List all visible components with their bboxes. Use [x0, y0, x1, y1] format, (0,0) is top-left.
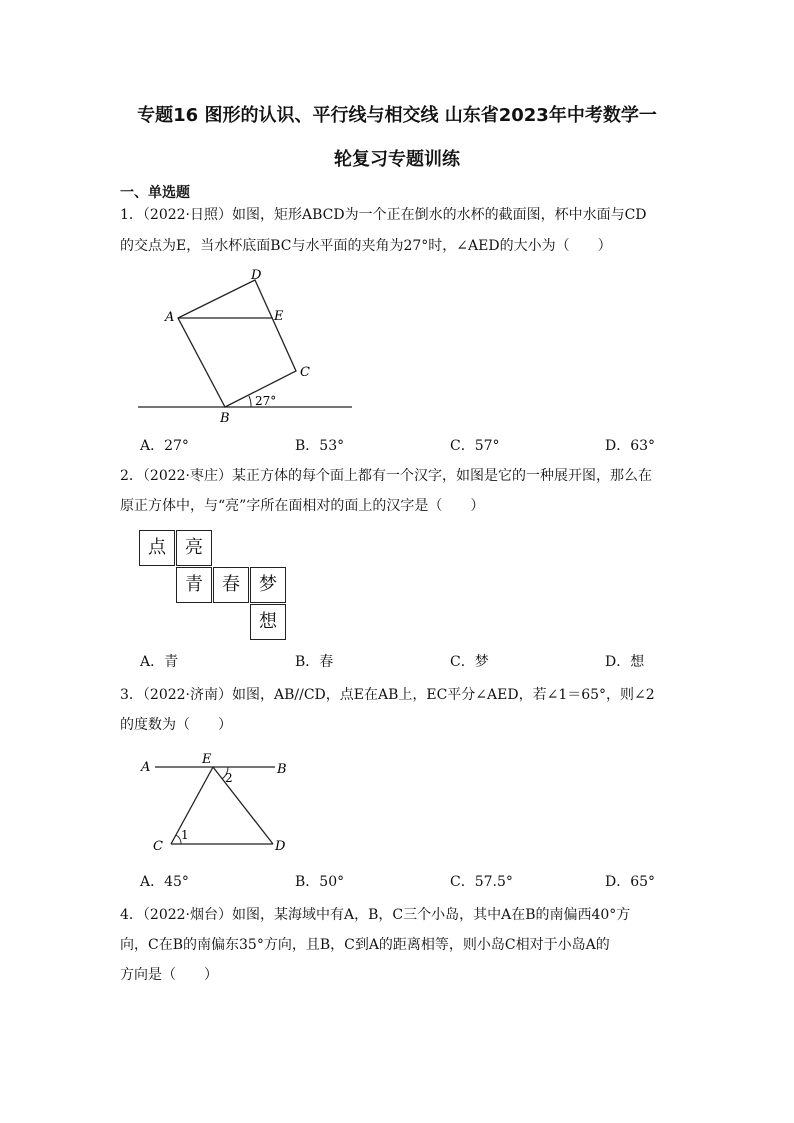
q1-text-line2: 的交点为E，当水杯底面BC与水平面的夹角为27°时，∠AED的大小为（ ） [120, 238, 612, 254]
q1-text-line1: 1．（2022·日照）如图，矩形ABCD为一个正在倒水的水杯的截面图，杯中水面与CD [120, 207, 647, 223]
q2-cell: 点 [139, 530, 175, 566]
q4-text-line2: 向，C在B的南偏东35°方向，且B，C到A的距离相等，则小岛C相对于小岛A的 [120, 937, 610, 953]
q1-option-c[interactable]: C．57° [450, 438, 500, 454]
q3-label-2: 2 [225, 771, 233, 785]
q4-text-line3: 方向是（ ） [120, 967, 218, 983]
q2-option-c[interactable]: C．梦 [450, 654, 489, 670]
q1-label-angle: 27° [255, 394, 277, 408]
q4-text-line1: 4．（2022·烟台）如图，某海域中有A，B，C三个小岛，其中A在B的南偏西40°方 [120, 907, 631, 923]
page-title-line1: 专题16 图形的认识、平行线与相交线 山东省2023年中考数学一 [137, 105, 657, 126]
q1-label-a: A [165, 310, 175, 325]
section-heading: 一、单选题 [120, 185, 190, 201]
q2-option-a[interactable]: A．青 [140, 654, 179, 670]
q3-label-1: 1 [181, 828, 189, 842]
q3-text-line1: 3．（2022·济南）如图，AB//CD，点E在AB上，EC平分∠AED，若∠1＝65°，则∠2 [120, 687, 655, 703]
q2-text-line1: 2．（2022·枣庄）某正方体的每个面上都有一个汉字，如图是它的一种展开图，那么在 [120, 468, 652, 484]
q2-cell: 青 [176, 567, 212, 603]
q2-option-d[interactable]: D．想 [605, 654, 645, 670]
q3-label-c: C [153, 839, 163, 854]
q3-label-d: D [275, 839, 286, 854]
q2-option-b[interactable]: B．春 [295, 654, 334, 670]
q3-option-b[interactable]: B．50° [295, 874, 345, 890]
q3-label-e: E [202, 752, 212, 767]
q1-option-b[interactable]: B．53° [295, 438, 345, 454]
q1-label-d: D [251, 268, 262, 283]
q3-label-b: B [277, 762, 287, 777]
q1-label-b: B [220, 411, 230, 426]
q3-option-a[interactable]: A．45° [140, 874, 189, 890]
q1-option-a[interactable]: A．27° [140, 438, 189, 454]
q1-option-d[interactable]: D．63° [605, 438, 656, 454]
q1-label-c: C [300, 365, 310, 380]
q3-segment-ec [171, 767, 213, 844]
q1-label-e: E [274, 309, 284, 324]
q2-text-line2: 原正方体中，与“亮”字所在面相对的面上的汉字是（ ） [120, 498, 485, 514]
q2-cell: 春 [213, 567, 249, 603]
q1-rectangle [178, 280, 296, 407]
q2-cell: 亮 [176, 530, 212, 566]
q3-option-d[interactable]: D．65° [605, 874, 656, 890]
page-title-line2: 轮复习专题训练 [334, 149, 460, 170]
q1-angle-arc [249, 396, 251, 407]
q2-cell: 想 [250, 604, 286, 640]
q1-figure [130, 262, 360, 427]
q3-figure [135, 752, 305, 857]
q3-option-c[interactable]: C．57.5° [450, 874, 513, 890]
q3-label-a: A [141, 760, 151, 775]
q3-text-line2: 的度数为（ ） [120, 717, 232, 733]
q2-cube-net [139, 530, 289, 642]
q2-cell: 梦 [250, 567, 286, 603]
